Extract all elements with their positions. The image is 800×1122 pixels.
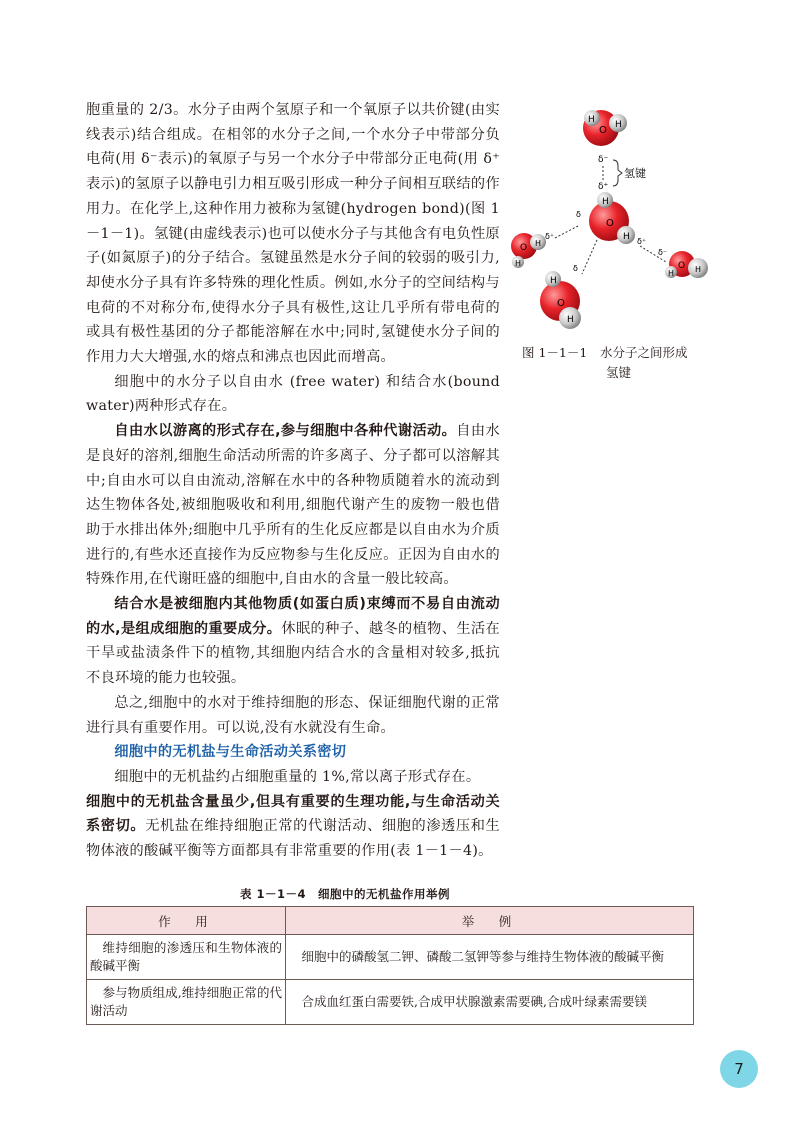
table-header-row [87, 907, 694, 935]
atom-label: H [623, 232, 630, 242]
figure-caption-line2: 氢键 [606, 365, 632, 380]
delta-minus-label: δ⁻ [658, 248, 668, 257]
atom-label: H [550, 276, 557, 286]
hydrogen-bond-label: 氢键 [624, 167, 646, 180]
delta-plus-label: δ⁺ [637, 237, 647, 246]
water-molecule-top [583, 110, 627, 146]
bound-water-detail: 休眠的种子、越冬的植物、生活在干旱或盐渍条件下的植物,其细胞内结合水的含量相对较多,抵抗不良环境的能力也较强。 [86, 620, 500, 687]
atom-label: H [695, 265, 702, 274]
atom-label: H [668, 269, 675, 278]
atom-label: O [599, 125, 607, 136]
water-molecule-right [665, 251, 708, 278]
atom-label: H [602, 197, 609, 207]
paragraph-salt-function [86, 790, 500, 864]
paragraph-water-summary: 总之,细胞中的水对于维持细胞的形态、保证细胞代谢的正常进行具有重要作用。可以说,没有水就没有生命。 [86, 694, 500, 736]
bound-water-key-sentence: 结合水是被细胞内其他物质(如蛋白质)束缚而不易自由流动的水,是组成细胞的重要成分。 [86, 596, 500, 637]
delta-plus-label: δ⁺ [545, 232, 555, 241]
table-cell: 参与物质组成,维持细胞正常的代谢活动 [87, 980, 286, 1025]
free-water-key-sentence: 自由水以游离的形式存在,参与细胞中各种代谢活动。 [114, 423, 457, 440]
figure-number: 图 1－1－1 [522, 345, 588, 360]
water-molecule-bottom [540, 271, 581, 329]
paragraph-free-water [86, 419, 500, 592]
figure-caption-line1: 水分子之间形成 [600, 345, 688, 360]
free-water-detail: 自由水是良好的溶剂,细胞生命活动所需的许多离子、分子都可以溶解其中;自由水可以自由流动,溶解在水中的各种物质随着水的流动到达生物体各处,被细胞吸收和利用,细胞代谢产生的废物一般也借助于水排出体外;细胞中几乎所有的生化反应都是以自由水为介质进行的,有些水还直接作为反应物参与生化反应。正因为自由水的特殊作用,在代谢旺盛的细胞中,自由水的含量一般比较高。 [86, 423, 500, 588]
table-row [87, 980, 694, 1025]
table-header-function: 作 用 [87, 907, 286, 935]
salt-function-key-sentence: 细胞中的无机盐含量虽少,但具有重要的生理功能,与生命活动关系密切。 [86, 793, 500, 835]
atom-label: H [535, 239, 542, 248]
paragraph-water-structure: 胞重量的 2/3。水分子由两个氢原子和一个氧原子以共价键(由实线表示)结合组成。在相邻的水分子之间,一个水分子中带部分负电荷(用 δ⁻表示)的氧原子与另一个水分子中带部分正电荷(用 δ⁺表示)的氢原子以静电引力相互吸引形成一种分子间相互联结的作用力。在化学上,这种作用力被称为氢键(hydrogen bond)(图 1－1－1)。氢键(由虚线表示)也可以使水分子与其他含有电负性原子(如氮原子)的分子结合。氢键虽然是水分子间的较弱的吸引力,却使水分子具有许多特殊的理化性质。例如,水分子的空间结构与电荷的不对称分布,使得水分子具有极性,这让几乎所有带电荷的或具有极性基团的分子都能溶解在水中;同时,氢键使水分子间的作用力大大增强,水的熔点和沸点也因此而增高。 [86, 102, 500, 366]
figure-caption [522, 343, 722, 383]
page-number-badge: 7 [720, 1050, 758, 1088]
delta-minus-label: δ⁻ [598, 155, 609, 165]
water-molecule-left [511, 233, 546, 268]
delta-label: δ [576, 210, 581, 219]
atom-label: H [615, 120, 622, 130]
atom-label: O [557, 298, 565, 309]
atom-label: H [588, 115, 595, 125]
table-header-example: 举 例 [286, 907, 694, 935]
paragraph-salt-content: 细胞中的无机盐约占细胞重量的 1%,常以离子形式存在。 [114, 768, 481, 785]
table-title: 表 1－1－4 细胞中的无机盐作用举例 [240, 887, 451, 901]
paragraph-bound-water [86, 592, 500, 691]
atom-label: H [567, 315, 574, 325]
table-cell: 合成血红蛋白需要铁,合成甲状腺激素需要碘,合成叶绿素需要镁 [286, 980, 694, 1025]
main-text-column [86, 98, 500, 864]
water-molecule-center [589, 192, 635, 244]
delta-plus-label: δ⁺ [598, 182, 609, 192]
table-cell: 维持细胞的渗透压和生物体液的酸碱平衡 [87, 935, 286, 980]
paragraph-water-forms: 细胞中的水分子以自由水 (free water) 和结合水(bound water)两种形式存在。 [86, 373, 500, 415]
section-heading-inorganic-salts: 细胞中的无机盐与生命活动关系密切 [114, 744, 347, 761]
table-cell: 细胞中的磷酸氢二钾、磷酸二氢钾等参与维持生物体液的酸碱平衡 [286, 935, 694, 980]
delta-label: δ [573, 264, 578, 273]
atom-label: O [678, 261, 686, 271]
inorganic-salt-table [86, 906, 694, 1025]
table-row [87, 935, 694, 980]
atom-label: O [520, 243, 528, 253]
salt-function-detail: 无机盐在维持细胞正常的代谢活动、细胞的渗透压和生物体液的酸碱平衡等方面都具有非常重要的作用(表 1－1－4)。 [86, 818, 500, 860]
atom-label: H [515, 259, 522, 268]
atom-label: O [606, 218, 614, 229]
bond-bracket [613, 160, 622, 186]
